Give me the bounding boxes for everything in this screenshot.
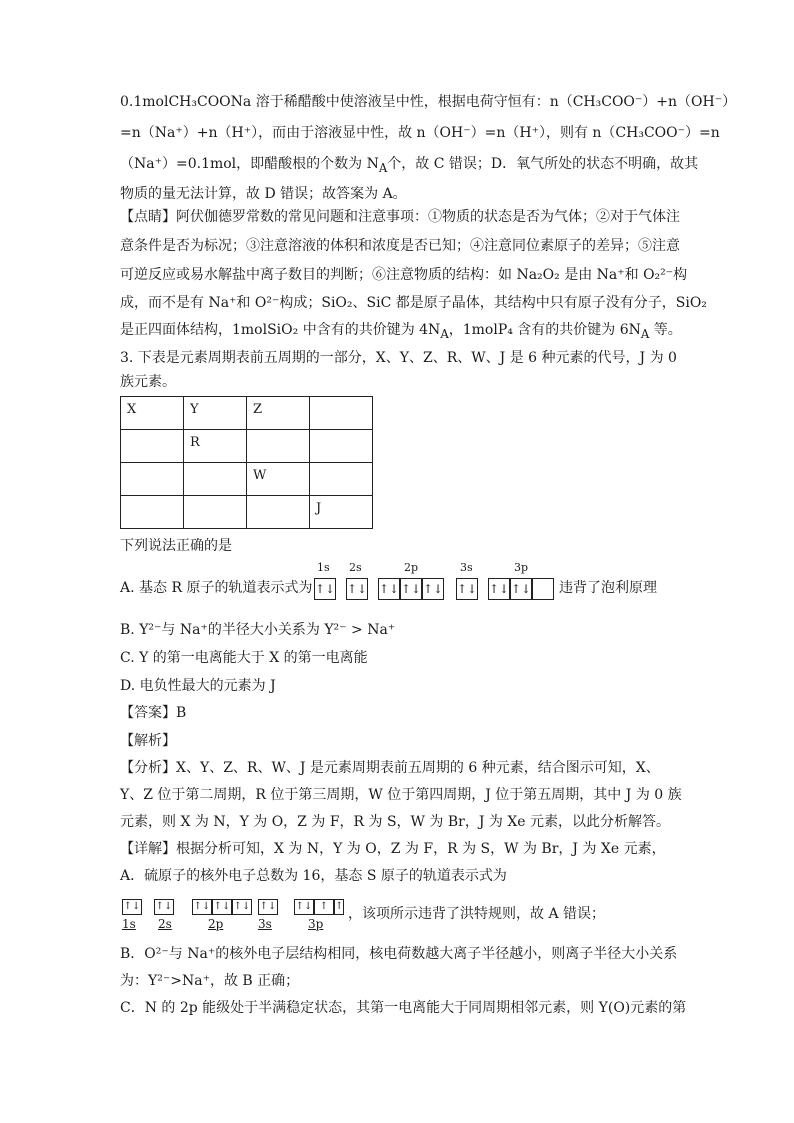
detail-b-line2: 为：Y²⁻>Na⁺，故 B 正确； [120,973,300,989]
orbital-box: ↑ [334,899,344,915]
orbital-label: 1s [122,917,136,931]
orbital-box: ↑↓ [232,899,252,915]
fenxi-line1: 【分析】X、Y、Z、R、W、J 是元素周期表前五周期的 6 种元素，结合图示可知，X、 [120,760,660,776]
orbital-box: ↑↓ [212,899,232,915]
option-d: D. 电负性最大的元素为 J [120,678,276,694]
orbital-box: ↑↓ [122,899,142,915]
cell: J [310,496,373,529]
fenxi-line3: 元素，则 X 为 N，Y 为 O，Z 为 F，R 为 S，W 为 Br，J 为 Xe 元素，以此分析解答。 [120,814,671,830]
orbital-box: ↑↓ [488,578,510,600]
orbital-box: ↑↓ [510,578,532,600]
detail-c-line1: C．N 的 2p 能级处于半满稳定状态，其第一电离能大于同周期相邻元素，则 Y(O)元素的第 [120,1000,687,1016]
option-a-prefix: A. 基态 R 原子的轨道表示式为 [120,580,313,596]
orbital-diagram-r [314,561,559,604]
cell [247,496,310,529]
orbital-box: ↑↓ [314,578,336,600]
cell [184,463,247,496]
periodic-table-fragment [120,396,373,529]
orbital-label: 2p [404,561,419,574]
orbital-label: 2p [208,917,224,931]
para1-line4: 物质的量无法计算，故 D 错误；故答案为 A。 [120,186,407,202]
orbital-diagram-s [118,887,348,933]
orbital-box: ↑↓ [400,578,422,600]
orbital-box: ↑↓ [422,578,444,600]
cell [310,430,373,463]
orbital-label: 2s [158,917,172,931]
orbital-label: 1s [317,561,330,574]
fenxi-line2: Y、Z 位于第二周期，R 位于第三周期，W 位于第四周期，J 位于第五周期，其中 J 为 0 族 [120,787,682,803]
dianjing-line2: 意条件是否为标况；③注意溶液的体积和浓度是否已知；④注意同位素原子的差异；⑤注意 [120,238,680,254]
dianjing-line1: 【点睛】阿伏伽德罗常数的常见问题和注意事项：①物质的状态是否为气体；②对于气体注 [120,209,680,225]
q3-line2: 族元素。 [120,374,176,390]
detail-a-line1: A．硫原子的核外电子总数为 16，基态 S 原子的轨道表示式为 [120,868,507,884]
detail-b-line1: B．O²⁻与 Na⁺的核外电子层结构相同，核电荷数越大离子半径越小，则离子半径大小关系 [120,946,678,962]
orbital-box: ↑↓ [456,578,478,600]
cell [121,430,184,463]
orbital-box: ↑↓ [154,899,174,915]
dianjing-line3: 可逆反应或易水解盐中离子数目的判断；⑥注意物质的结构：如 Na₂O₂ 是由 Na⁺和 O₂²⁻构 [120,267,688,283]
orbital-label: 3s [460,561,473,574]
orbital-label: 3p [514,561,529,574]
para1-line2: =n（Na⁺）+n（H⁺），而由于溶液显中性，故 n（OH⁻）=n（H⁺），则有 n（CH₃COO⁻）=n [120,125,720,141]
cell: W [247,463,310,496]
cell: Z [247,397,310,430]
option-a-suffix: 违背了泡利原理 [559,580,657,596]
answer: 【答案】B [120,705,187,721]
q3-line1: 3. 下表是元素周期表前五周期的一部分，X、Y、Z、R、W、J 是 6 种元素的代号，J 为 0 [120,350,677,366]
cell [184,496,247,529]
orbital-box: ↑↓ [346,578,368,600]
dianjing-line5: 是正四面体结构，1molSiO₂ 中含有的共价键为 $4N_A$，1molP₄ 含有的共价键为 $6N_A$ 等。 [120,322,682,341]
cell [310,463,373,496]
dianjing-line4: 成，而不是有 Na⁺和 O²⁻构成；SiO₂、SiC 都是原子晶体，其结构中只有原子没有分子，SiO₂ [120,295,707,311]
orbital-box: ↑ [314,899,334,915]
option-b: B. Y²⁻与 Na⁺的半径大小关系为 Y²⁻ > Na⁺ [120,622,396,638]
cell [310,397,373,430]
cell: R [184,430,247,463]
cell: X [121,397,184,430]
cell [247,430,310,463]
cell [121,496,184,529]
orbital-label: 3s [258,917,272,931]
option-c: C. Y 的第一电离能大于 X 的第一电离能 [120,650,368,666]
orbital-box: ↑↓ [258,899,278,915]
question-text: 下列说法正确的是 [120,538,232,554]
cell [121,463,184,496]
xiangjie: 【详解】根据分析可知，X 为 N，Y 为 O，Z 为 F，R 为 S，W 为 Br，J 为 Xe 元素， [120,841,666,857]
detail-a-line2: ，该项所示违背了洪特规则，故 A 错误； [348,906,606,922]
cell: Y [184,397,247,430]
para1-line1: 0.1molCH₃COONa 溶于稀醋酸中使溶液呈中性，根据电荷守恒有：n（CH₃COO⁻）+n（OH⁻） [120,94,737,110]
orbital-label: 2s [349,561,362,574]
orbital-box [532,578,554,600]
orbital-box: ↑↓ [192,899,212,915]
orbital-box: ↑↓ [378,578,400,600]
orbital-label: 3p [308,917,324,931]
jiexi-heading: 【解析】 [120,733,176,749]
para1-line3: （Na⁺）=0.1mol，即醋酸根的个数为 $N_A$个，故 C 错误；D．氧气所处的状态不明确，故其 [120,156,699,175]
orbital-box: ↑↓ [294,899,314,915]
